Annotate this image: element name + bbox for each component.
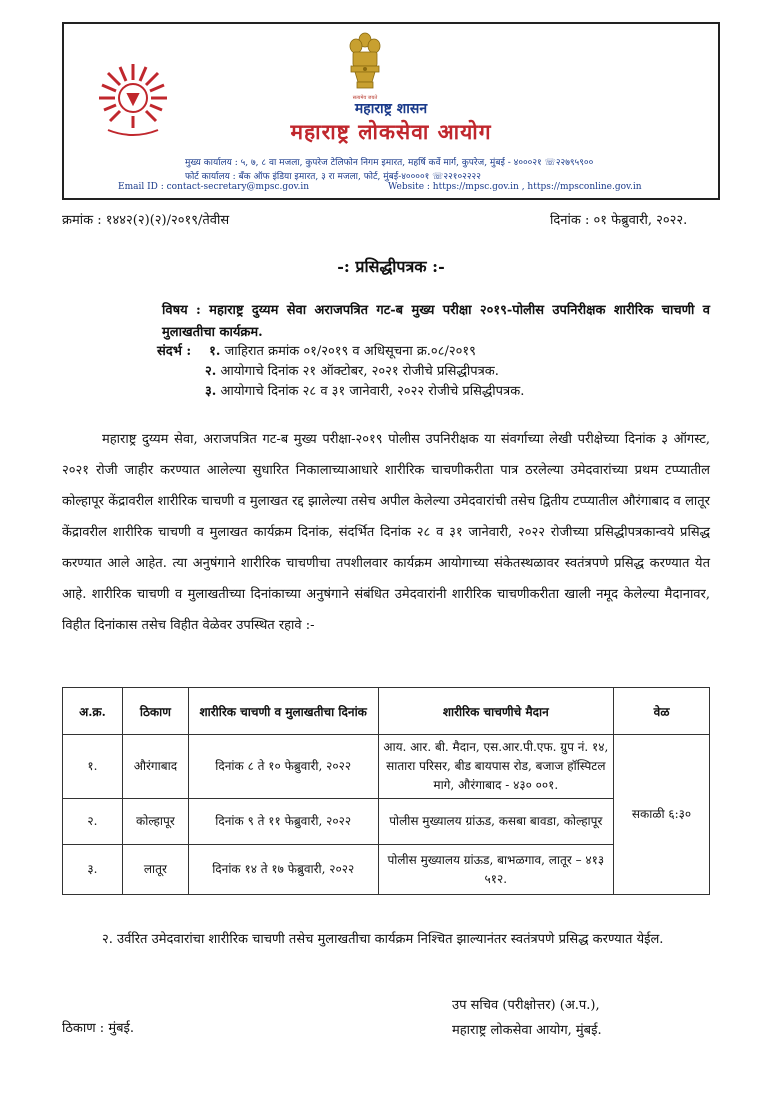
reference-item-3: ३. आयोगाचे दिनांक २८ व ३१ जानेवारी, २०२२ रोजीचे प्रसिद्धीपत्रक. [205,384,525,399]
reference-number: क्रमांक : १४४२(२)(२)/२०१९/तेवीस [62,213,230,228]
subject-line: विषय : महाराष्ट्र दुय्यम सेवा अराजपत्रित गट-ब मुख्य परीक्षा २०१९-पोलीस उपनिरीक्षक शारीरिक चाचणी व मुलाखतीचा कार्यक्रम. [162,303,710,340]
header-time: वेळ [614,688,710,735]
closing-paragraph: २. उर्वरित उमेदवारांचा शारीरिक चाचणी तसेच मुलाखतीचा कार्यक्रम निश्चित झाल्यानंतर स्वतंत्रपणे प्रसिद्ध करण्यात येईल. [102,932,664,947]
schedule-table [62,687,710,895]
government-name: महाराष्ट्र शासन [354,101,428,117]
table-header-row [63,688,710,735]
fort-office-address: फोर्ट कार्यालय : बँक ऑफ इंडिया इमारत, ३ रा मजला, फोर्ट, मुंबई-४००००१ ☏२२१०२२२२ [185,172,481,182]
signatory-organization: महाराष्ट्र लोकसेवा आयोग, मुंबई. [452,1023,602,1038]
table-row: १. औरंगाबाद दिनांक ८ ते १० फेब्रुवारी, २०२२ आय. आर. बी. मैदान, एस.आर.पी.एफ. ग्रुप नं. १४, सातारा परिसर, बीड बायपास रोड, बजाज हॉस्पिटल मागे, औरंगाबाद - ४३० ००१. सकाळी ६:३० [63,735,710,799]
emblem-motto: सत्यमेव जयते [352,95,378,101]
header-place: ठिकाण [122,688,188,735]
main-office-address: मुख्य कार्यालय : ५, ७, ८ वा मजला, कुपरेज टेलिफोन निगम इमारत, महर्षि कर्वे मार्ग, कुपरेज, मुंबई - ४०००२१ ☏२२७९५९०० [185,158,594,168]
ashoka-emblem-icon [345,30,385,94]
references-label: संदर्भ : [157,344,192,359]
letter-date: दिनांक : ०१ फेब्रुवारी, २०२२. [550,213,688,228]
website-links: Website : https://mpsc.gov.in , https://mpsconline.gov.in [388,182,642,192]
reference-item-2: २. आयोगाचे दिनांक २१ ऑक्टोबर, २०२१ रोजीचे प्रसिद्धीपत्रक. [205,364,499,379]
reference-item-1: संदर्भ : १. जाहिरात क्रमांक ०१/२०१९ व अधिसूचना क्र.०८/२०१९ [157,342,524,362]
header-date: शारीरिक चाचणी व मुलाखतीचा दिनांक [188,688,378,735]
email-id: Email ID : contact-secretary@mpsc.gov.in [118,182,310,192]
signatory-block [452,993,602,1043]
commission-name: महाराष्ट्र लोकसेवा आयोग [290,119,492,144]
place-line: ठिकाण : मुंबई. [62,1021,135,1036]
signatory-designation: उप सचिव (परीक्षोत्तर) (अ.प.), [452,998,600,1013]
time-cell: सकाळी ६:३० [614,735,710,895]
header-ground: शारीरिक चाचणीचे मैदान [378,688,614,735]
references-block [157,342,524,402]
body-paragraph: महाराष्ट्र दुय्यम सेवा, अराजपत्रित गट-ब मुख्य परीक्षा-२०१९ पोलीस उपनिरीक्षक या संवर्गाच्या लेखी परीक्षेच्या दिनांक ३ ऑगस्ट, २०२१ रोजी जाहीर करण्यात आलेल्या सुधारित निकालाच्याआधारे शारीरिक चाचणीकरीता पात्र ठरलेल्या उमेदवारांच्या प्रथम टप्प्यातील कोल्हापूर केंद्रावरील शारीरिक चाचणी व मुलाखत रद्द झालेल्या तसेच अपील केलेल्या उमेदवारांची तसेच द्वितीय टप्प्यातील औरंगाबाद व लातूर केंद्रावरील शारीरिक चाचणी व मुलाखत कार्यक्रम दिनांक, संदर्भित दिनांक २८ व ३१ जानेवारी, २०२२ रोजीच्या प्रसिद्धीपत्रकान्वये प्रसिद्ध करण्यात आले आहेत. त्या अनुषंगाने शारीरिक चाचणीचा तपशीलवार कार्यक्रम आयोगाच्या संकेतस्थळावर स्वतंत्रपणे प्रसिद्ध करण्यात येत आहे. शारीरिक चाचणी व मुलाखतीच्या दिनांकाच्या अनुषंगाने संबंधित उमेदवारांनी शारीरिक चाचणीकरीता खाली नमूद केलेल्या मैदानावर, विहीत दिनांकास तसेच विहीत वेळेवर उपस्थित रहावे :- [62,432,710,633]
table-row: २. कोल्हापूर दिनांक ९ ते ११ फेब्रुवारी, २०२२ पोलीस मुख्यालय ग्रांऊड, कसबा बावडा, कोल्हापूर [63,799,710,845]
document-title: -: प्रसिद्धीपत्रक :- [337,257,445,276]
table-row: ३. लातूर दिनांक १४ ते १७ फेब्रुवारी, २०२२ पोलीस मुख्यालय ग्रांऊड, बाभळगाव, लातूर – ४१३ ५१२. [63,845,710,895]
header-sr: अ.क्र. [63,688,123,735]
